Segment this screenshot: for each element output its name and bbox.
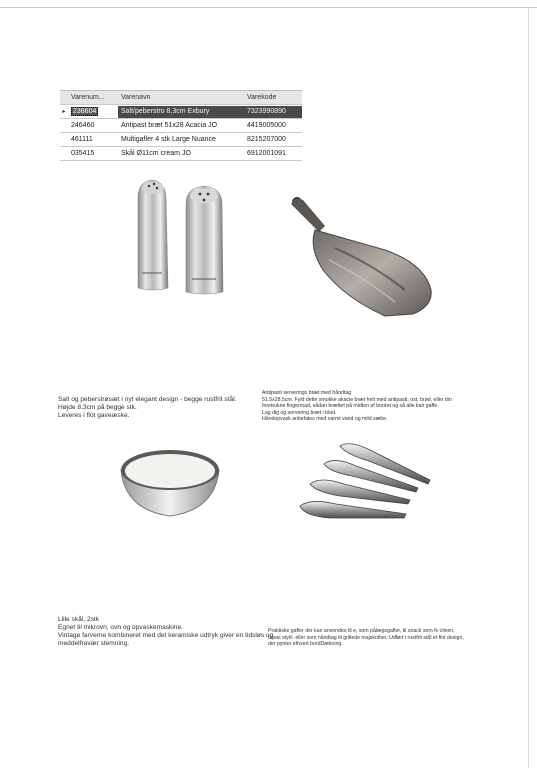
page-right-edge — [528, 8, 529, 768]
description-line: 51.5x28.5cm. Fyld dette smukke akacie bræt helt med antipasti, ost, brød, eller din — [262, 396, 452, 403]
cell-varenummer[interactable]: 246460 — [71, 121, 95, 129]
cell-varekode[interactable]: 8215207000 — [247, 135, 286, 143]
description-line: Antipasti serverings bræt med håndtag — [262, 390, 352, 396]
description-line: Egnet til mikrovn, ovn og opvaskemaskine. — [58, 624, 183, 631]
description-line: tapas stykl. eller som håndtag til grillede majskolber. Udført i rustfrit stål et flot design, — [268, 634, 464, 641]
forks-description — [268, 628, 490, 648]
table-row[interactable] — [60, 119, 302, 133]
description-line: Salt og peberstrøsæt i nyt elegant design - begge rustfrit stål. — [58, 396, 237, 403]
page-top-edge — [0, 7, 537, 8]
table-row[interactable] — [60, 133, 302, 147]
row-selector-arrow-icon: ▸ — [62, 108, 66, 115]
description-line: foretrukne fingermad, sådan brættet på midten af bordet og så alle kan gaffe. — [262, 403, 439, 410]
cell-varekode[interactable]: 7323990890 — [244, 106, 302, 118]
column-header-varenavn[interactable]: Varenavn — [121, 93, 151, 101]
description-line: Lille skål, 2stk — [58, 616, 100, 623]
table-row[interactable] — [60, 147, 302, 161]
description-line: Leveres i flot gaveæske. — [58, 412, 130, 419]
description-line: Vintage farverne kombineret med det keramiske udtryk giver en tidsløs og — [58, 632, 274, 639]
cell-varenavn[interactable]: Antipast bræt 51x28 Acacia JO — [121, 121, 218, 129]
cell-varenavn[interactable]: Multigafler 4 stk Large Nuance — [121, 135, 216, 143]
column-header-varenummer[interactable]: Varenum... — [71, 93, 105, 101]
description-line: Håndopvask anbefales med varmt vand og mild sæbe. — [262, 416, 388, 423]
cell-varekode[interactable]: 4419005000 — [247, 121, 286, 129]
description-line: meddelfravær stemning. — [58, 640, 130, 647]
column-header-varekode[interactable]: Varekode — [247, 93, 277, 101]
description-line: Lag dig og servering bræt i blad. — [262, 409, 337, 416]
acacia-board-image — [285, 190, 435, 320]
bowl-description — [58, 616, 274, 648]
antipasti-board-description — [262, 390, 462, 423]
product-table — [60, 90, 302, 161]
multi-forks-image — [290, 438, 438, 538]
salt-pepper-description — [58, 396, 278, 420]
cell-varenavn[interactable]: Salt/peberstro 8,3cm Exbury — [118, 106, 244, 118]
table-row[interactable] — [60, 105, 302, 119]
table-header-row — [60, 91, 302, 105]
salt-pepper-shakers-image — [130, 176, 240, 296]
cell-varenavn[interactable]: Skål Ø11cm cream JO — [121, 149, 191, 157]
cell-varenummer[interactable]: 461111 — [71, 135, 93, 143]
description-line: Praktiske gafler der kan anvendes til e, som pålægsgafler, til snack som fx oliven, — [268, 628, 455, 634]
cell-varenummer[interactable]: 035415 — [71, 149, 95, 157]
cell-varenummer[interactable]: 238604 — [73, 107, 97, 115]
description-line: Højde 8,3cm på begge stk. — [58, 404, 137, 411]
cell-varekode[interactable]: 6912001091 — [247, 149, 286, 157]
cream-bowl-image — [115, 440, 225, 525]
description-line: der pynter ethvert bordDækning. — [268, 641, 343, 648]
